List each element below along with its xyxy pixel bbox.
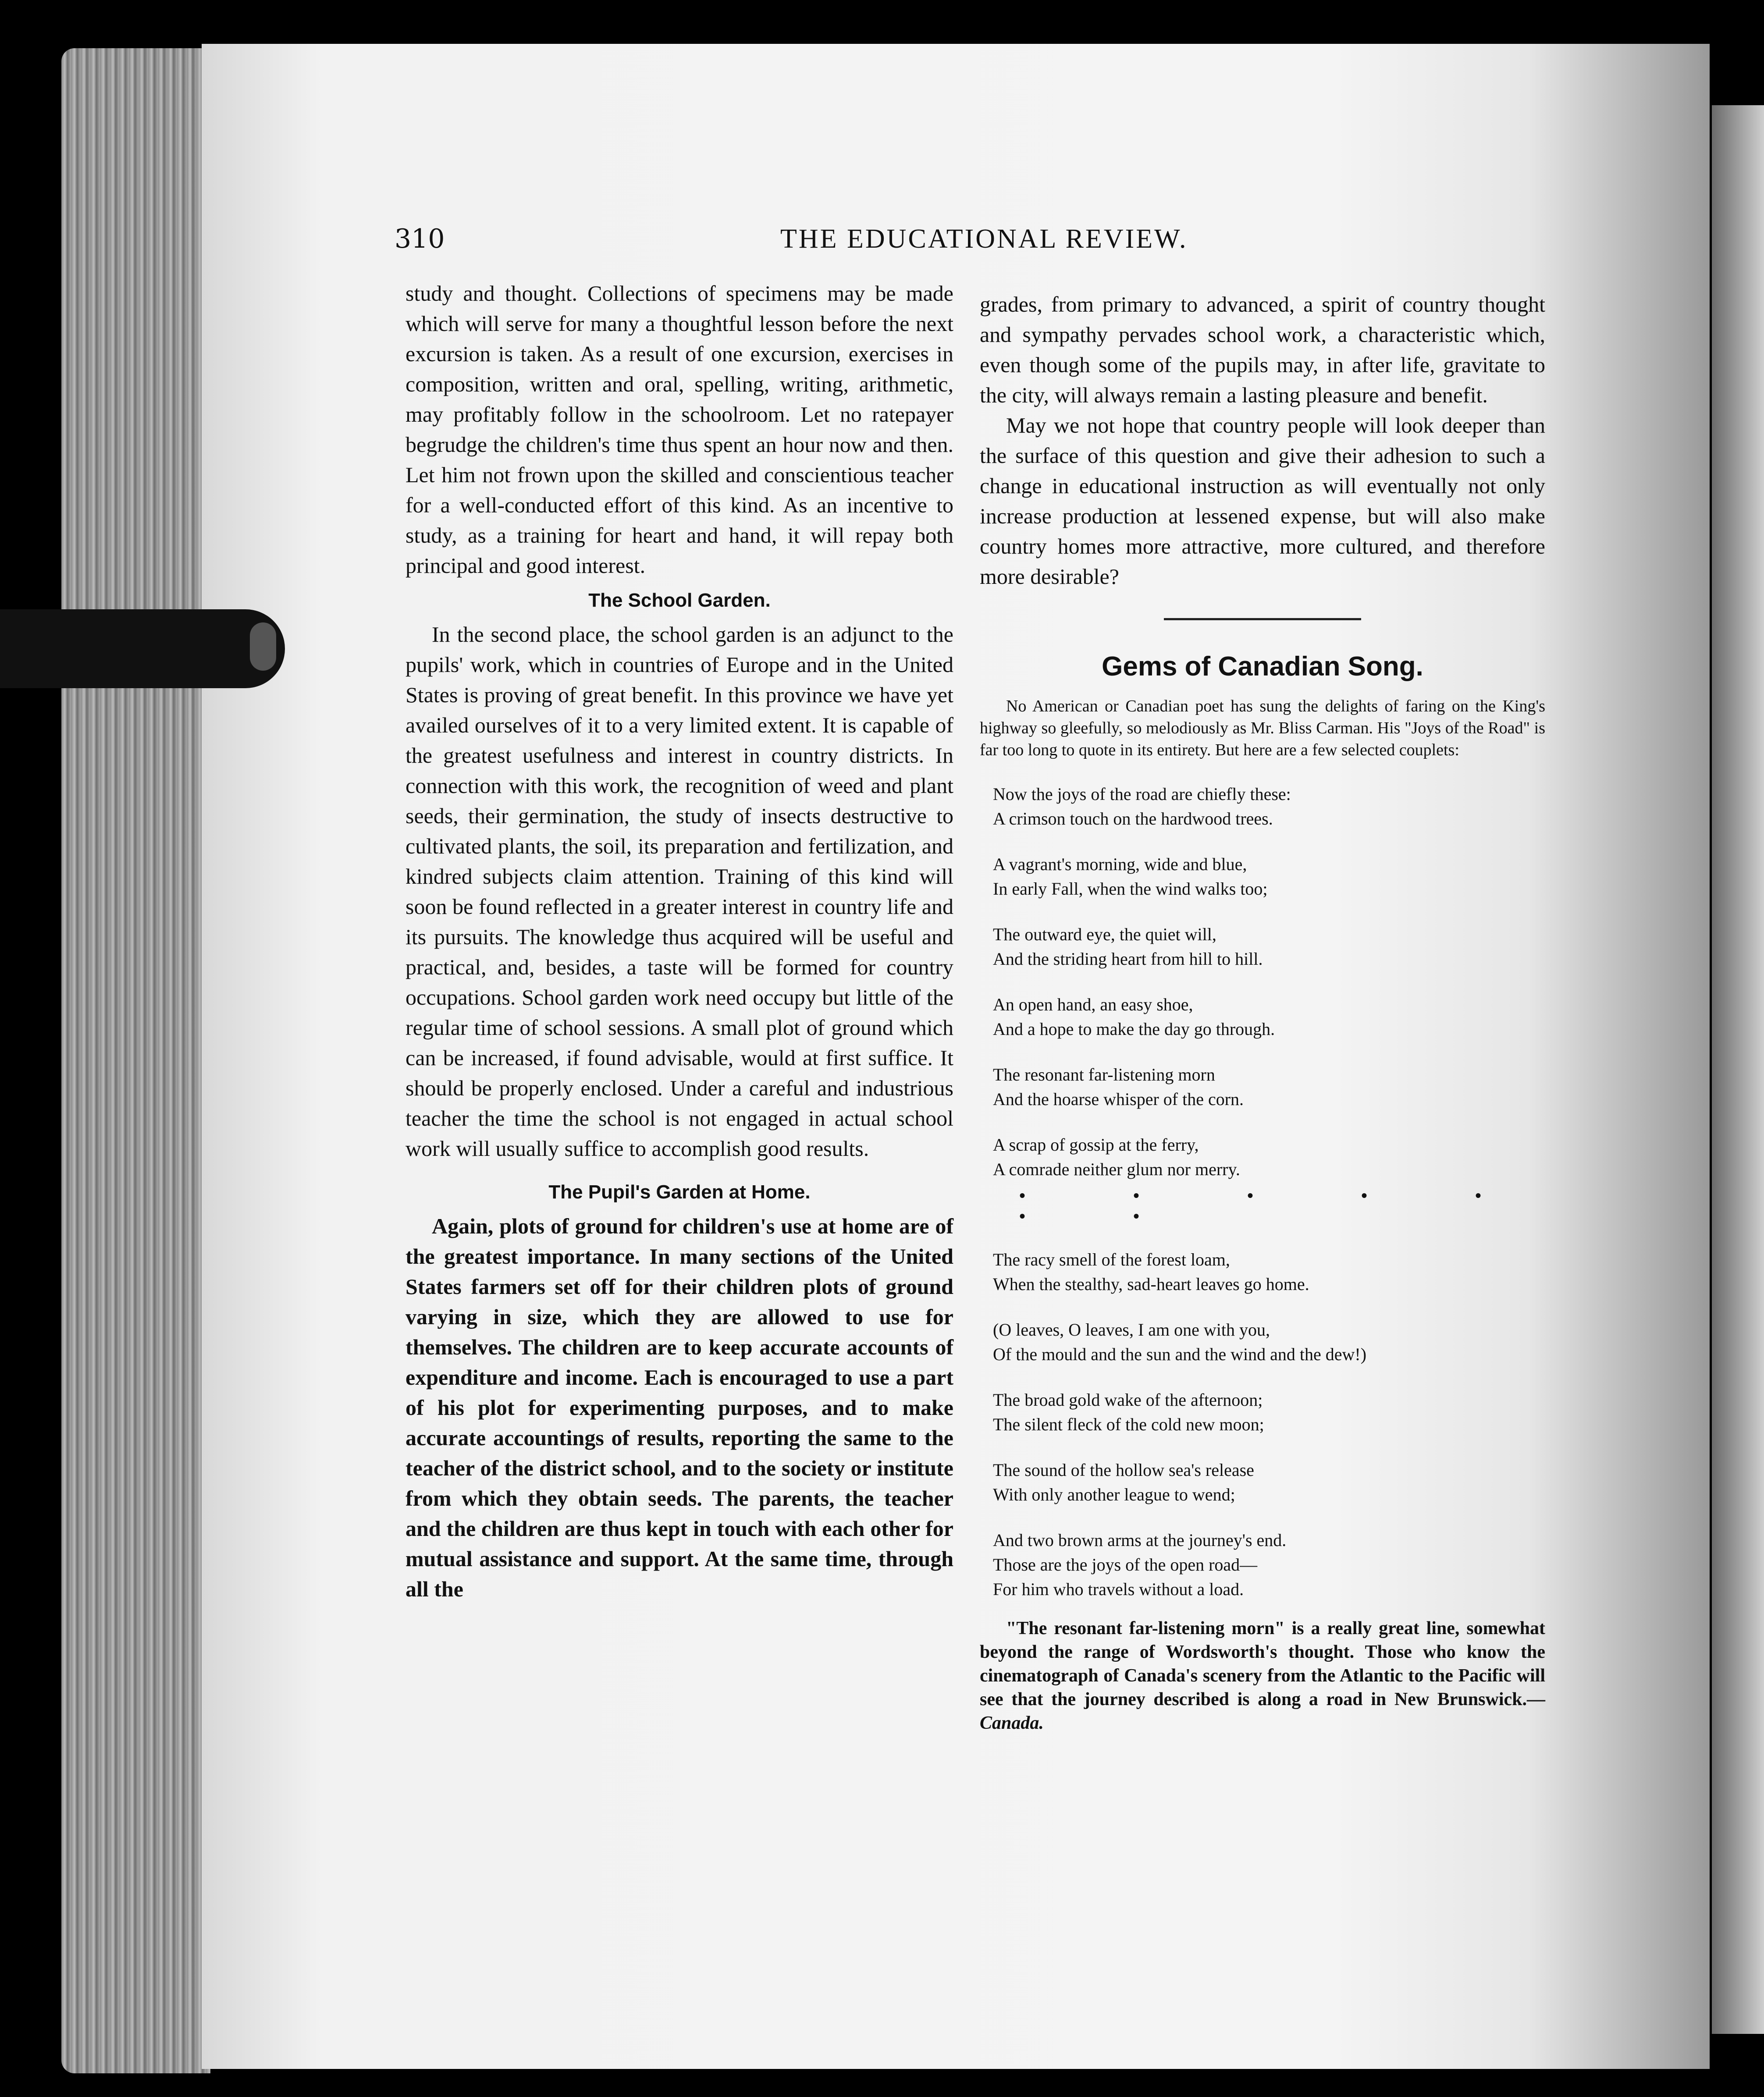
poem-line: (O leaves, O leaves, I am one with you, — [993, 1320, 1270, 1340]
closing-text: "The resonant far-listening morn" is a really great line, somewhat beyond the range of Wordsworth's thought. Those who know the cinematograph of Canada's scenery from the Atlantic to the Pacific will see that the journey described is along a road in New Brunswick.— — [980, 1618, 1545, 1710]
source-credit: Canada. — [980, 1713, 1044, 1733]
poem-couplet — [993, 992, 1545, 1041]
poem-line: And two brown arms at the journey's end. — [993, 1530, 1287, 1550]
bookmark-highlight — [250, 622, 276, 671]
poem-line: The broad gold wake of the afternoon; — [993, 1390, 1263, 1410]
section-heading-pupils-garden: The Pupil's Garden at Home. — [548, 1181, 811, 1203]
poem-couplet — [993, 1458, 1545, 1507]
ellipsis-stars: • • • • • • • — [1019, 1186, 1533, 1226]
article-closing — [980, 1617, 1545, 1735]
poem-line: For him who travels without a load. — [993, 1579, 1244, 1599]
poem-line: A vagrant's morning, wide and blue, — [993, 854, 1247, 874]
poem-line: A comrade neither glum nor merry. — [993, 1159, 1240, 1179]
facing-page-edge — [1712, 105, 1764, 2034]
intro-paragraph: No American or Canadian poet has sung the delights of faring on the King's highway so gleefully, so melodiously as Mr. Bliss Carman. His "Joys of the Road" is far too long to quote in its entirety. But here are a few selected couplets: — [980, 697, 1545, 759]
section-heading-school-garden: The School Garden. — [588, 590, 771, 611]
poem-couplet — [993, 852, 1545, 901]
poem-line: The outward eye, the quiet will, — [993, 924, 1216, 944]
article-title: Gems of Canadian Song. — [1102, 651, 1423, 682]
running-title: THE EDUCATIONAL REVIEW. — [780, 224, 1188, 254]
poem-line: Those are the joys of the open road— — [993, 1555, 1258, 1575]
closing-paragraph — [980, 1617, 1545, 1735]
poem-couplet — [993, 1528, 1545, 1602]
poem-line: The silent fleck of the cold new moon; — [993, 1415, 1264, 1434]
bookmark-clip — [0, 609, 285, 688]
poem-line: In early Fall, when the wind walks too; — [993, 879, 1268, 899]
poem-couplet — [993, 1248, 1545, 1297]
poem-line: With only another league to wend; — [993, 1485, 1235, 1504]
left-paragraph-1: study and thought. Collections of specimens may be made which will serve for many a thoughtful lesson before the next excursion is taken. As a result of one excursion, exercises in composition, written and oral, spelling, writing, arithmetic, may profitably follow in the schoolroom. Let no ratepayer begrudge the children's time thus spent an hour now and then. Let him not frown upon the skilled and conscientious teacher for a well-conducted effort of this kind. As an incentive to study, as a training for heart and hand, it will repay both principal and good interest. — [405, 281, 953, 578]
article-intro — [980, 695, 1545, 761]
poem-line: When the stealthy, sad-heart leaves go home. — [993, 1274, 1309, 1294]
poem-couplet — [993, 1133, 1545, 1182]
poem-line: A scrap of gossip at the ferry, — [993, 1135, 1199, 1155]
section-divider — [1164, 618, 1361, 620]
poem-line: The sound of the hollow sea's release — [993, 1460, 1254, 1480]
poem-line: Now the joys of the road are chiefly these: — [993, 784, 1291, 804]
poem-line: And the striding heart from hill to hill. — [993, 949, 1263, 969]
poem-couplet — [993, 1388, 1545, 1437]
poem-line: And a hope to make the day go through. — [993, 1019, 1275, 1039]
poem-line: The racy smell of the forest loam, — [993, 1250, 1230, 1269]
left-column — [405, 278, 953, 1604]
left-paragraph-3: Again, plots of ground for children's use at home are of the greatest importance. In many sections of the United States farmers set off for their children plots of ground varying in size, which they are allowed to use for themselves. The children are to keep accurate accounts of expenditure and income. Each is encouraged to use a part of his plot for experimenting purposes, and to make accurate accountings of results, reporting the same to the teacher of the district school, and to the society or institute from which they obtain seeds. The parents, the teacher and the children are thus kept in touch with each other for mutual assistance and support. At the same time, through all the — [405, 1214, 953, 1601]
page-header — [395, 219, 1543, 272]
poem-couplet — [993, 1063, 1545, 1112]
poem-line: A crimson touch on the hardwood trees. — [993, 809, 1273, 828]
poem-line: An open hand, an easy shoe, — [993, 995, 1193, 1014]
poem-couplet — [993, 782, 1545, 831]
right-paragraph-1: grades, from primary to advanced, a spirit of country thought and sympathy pervades school work, a characteristic which, even though some of the pupils may, in after life, gravitate to the city, will always remain a lasting pleasure and benefit. — [980, 292, 1545, 407]
right-paragraph-2: May we not hope that country people will look deeper than the surface of this question and give their adhesion to such a change in educational instruction as will eventually not only increase production at lessened expense, but will also make country homes more attractive, more cultured, and therefore more desirable? — [980, 413, 1545, 589]
poem-line: The resonant far-listening morn — [993, 1065, 1215, 1084]
book-page-edges — [61, 48, 210, 2073]
poem-line: And the hoarse whisper of the corn. — [993, 1089, 1244, 1109]
poem-couplet — [993, 922, 1545, 971]
poem-line: Of the mould and the sun and the wind and the dew!) — [993, 1344, 1367, 1364]
right-column — [980, 289, 1545, 1735]
page-number: 310 — [395, 224, 445, 254]
left-paragraph-2: In the second place, the school garden is an adjunct to the pupils' work, which in countries of Europe and in the United States is proving of great benefit. In this province we have yet availed ourselves of it to a very limited extent. It is capable of the greatest usefulness and interest in country districts. In connection with this work, the recognition of weed and plant seeds, their germination, the study of insects destructive to cultivated plants, the soil, its preparation and fertilization, and kindred subjects claim attention. Training of this kind will soon be found reflected in a greater interest in country life and its pursuits. The knowledge thus acquired will be useful and practical, and, besides, a taste will be formed for country occupations. School garden work need occupy but little of the regular time of school sessions. A small plot of ground which can be increased, if found advisable, would at first suffice. It should be properly enclosed. Under a careful and industrious teacher the time the school is not engaged in actual school work will usually suffice to accomplish good results. — [405, 622, 953, 1161]
poem-couplet — [993, 1318, 1545, 1367]
poem-couplets — [980, 782, 1545, 1602]
